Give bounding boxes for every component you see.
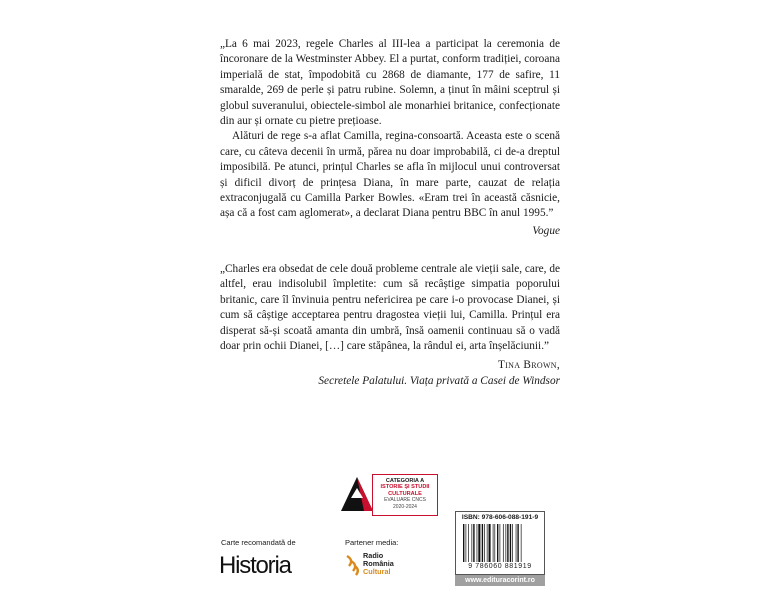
quote-1-paragraph-2: Alături de rege s-a aflat Camilla, regina-consoartă. Aceasta este o scenă care, cu câteva decenii în urmă, părea nu doar improbabilă, ci de-a dreptul imposibilă. Pe atunci, prințul Charles se afla în mijlocul unui controversat și dificil divorț de prințesa Diana, în mare parte, cauzat de relația extraconjugală cu Camilla Parker Bowles. «Eram trei în această căsnicie, așa că a fost cam aglomerat», a declarat Diana pentru BBC în anul 1995.” xyxy=(220,130,560,220)
quote-vogue xyxy=(220,37,560,239)
radio-line2: România xyxy=(363,559,394,568)
isbn-box xyxy=(455,511,545,575)
cncs-triangle-icon xyxy=(340,476,374,512)
barcode-icon xyxy=(462,524,540,562)
barcode-digits: 9 786060 881919 xyxy=(468,563,532,570)
quote-1-paragraph-1: „La 6 mai 2023, regele Charles al III-lea a participat la ceremonia de încoronare de la Westminster Abbey. El a purtat, conform tradiției, coroana imperială de stat, împodobită cu 2868 de diamante, 177 de safire, 11 smaralde, 269 de perle și patru rubine. Solemn, a ținut în mâini sceptrul și globul suveranului, obiectele-simbol ale monarhiei britanice, confecționate din aur și ornate cu pietre prețioase. xyxy=(220,38,560,128)
radio-line3: Cultural xyxy=(363,567,391,576)
isbn-label: ISBN: 978-606-088-191-9 xyxy=(461,514,539,521)
quote-1-source: Vogue xyxy=(532,224,560,237)
quote-tina-brown xyxy=(220,262,560,389)
quote-2-author: Tina Brown, xyxy=(497,359,560,372)
category-label: CATEGORIA A xyxy=(385,478,425,484)
radio-line1: Radio xyxy=(363,551,384,560)
category-box xyxy=(372,474,438,516)
category-field-line2: CULTURALE xyxy=(388,490,422,497)
quote-2-text: „Charles era obsedat de cele două probleme centrale ale vieții sale, care, de altfel, erau indisolubil împletite: cum să recâștige simpatia poporului britanic, care îl învinuia pentru nefericirea pe care i-o provocase Dianei, și cum să câștige acceptarea pentru dragostea vieții lui, Camilla. Prințul era disperat să-și scoată amanta din umbră, însă oamenii continuau să o vadă doar prin ochii Dianei, […] care stăpânea, la rândul ei, arta înșelăciunii.” xyxy=(220,263,560,353)
partner-label: Partener media: xyxy=(345,538,399,547)
quote-2-book: Secretele Palatului. Viața privată a Casei de Windsor xyxy=(318,374,560,387)
radio-wave-icon xyxy=(345,553,360,577)
category-badge xyxy=(340,474,438,516)
evaluation-line1: EVALUARE CNCS xyxy=(384,497,426,504)
evaluation-line2: 2020-2024 xyxy=(393,503,417,510)
category-field-line1: ISTORIE ȘI STUDII xyxy=(380,484,430,491)
radio-romania-cultural-logo xyxy=(345,551,405,579)
recommended-label: Carte recomandată de xyxy=(221,538,296,547)
publisher-website: www.edituracorint.ro xyxy=(455,575,545,586)
historia-logo: Historia xyxy=(219,552,291,579)
